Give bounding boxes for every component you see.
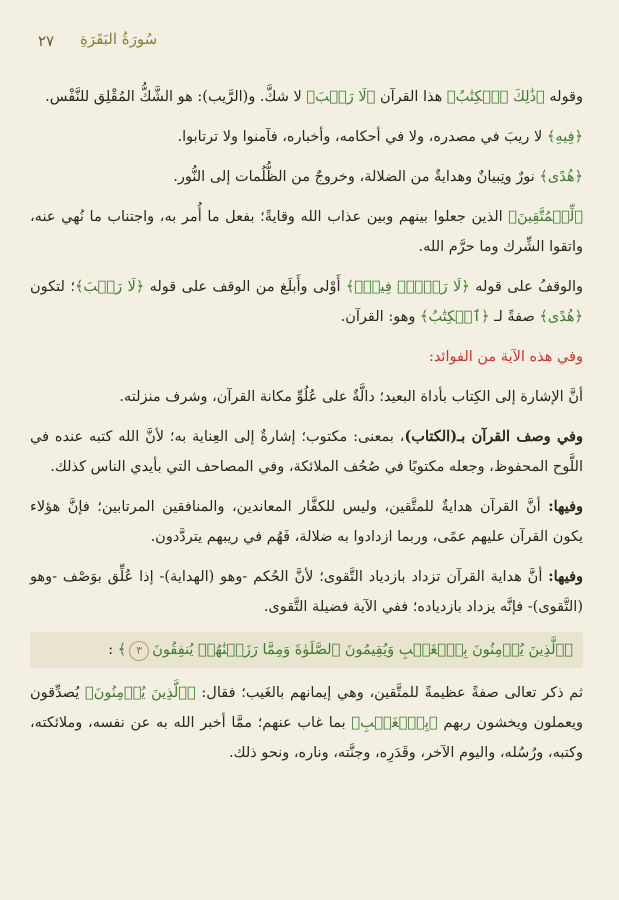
quran-quote: ﴿لَا رَيۡبَ﴾: [74, 279, 145, 295]
paragraph-4: [30, 202, 583, 262]
quran-quote: ﴿بِٱلۡغَيۡبِ﴾: [351, 715, 438, 731]
quran-quote: ﴿هُدًى﴾: [539, 309, 583, 325]
surah-title: سُورَةُ البَقَرَةِ: [80, 30, 158, 48]
text-run: ؛ لتكون: [30, 279, 75, 295]
page-number: ٢٧: [38, 32, 55, 50]
benefit-lead: وفيها:: [548, 498, 583, 515]
benefits-heading: وفي هذه الآية من الفوائد:: [428, 349, 583, 365]
benefit-4: [30, 562, 583, 622]
quran-quote: ﴿ٱلۡكِتَٰبُ﴾: [419, 309, 490, 325]
text-run: يُصدِّقون ويعملون ويخشون ربهم: [30, 685, 584, 731]
quran-quote: ﴿لَا رَيۡبَ﴾: [306, 89, 376, 105]
text-run: بما غاب عنهم؛ ممَّا أخبر الله به عن نفسه، وملائكته، وكتبه، ورُسُله، واليوم الآخر، وقَدَرِه، وجنَّته، وناره، ونحو ذلك.: [30, 715, 583, 761]
text-run: وقوله: [544, 89, 583, 105]
page-content: [30, 82, 583, 778]
ayah-number-marker: ٣: [129, 641, 149, 661]
text-run: هذا القرآن: [375, 89, 447, 105]
benefit-lead: وفي وصف القرآن بـ(الكتاب): [404, 428, 583, 445]
benefit-1: أنَّ الإشارة إلى الكِتاب بأداة البعيد؛ دالَّةٌ على عُلُوِّ مكانة القرآن، وشرف منزلته.: [119, 389, 583, 405]
verse-tail: :: [108, 642, 118, 658]
quran-quote: ﴿لَا رَيۡبَۛ فِيهِۛ﴾: [345, 279, 470, 295]
verse-block: [30, 632, 583, 668]
benefit-2: [30, 422, 583, 482]
text-run: صفةً لـ: [489, 309, 540, 325]
quran-quote: ﴿فِيهِ﴾: [546, 129, 583, 145]
verse-close-bracket: ﴾: [117, 642, 127, 658]
verse-text: ﴿ٱلَّذِينَ يُؤۡمِنُونَ بِٱلۡغَيۡبِ وَيُقِيمُونَ ٱلصَّلَوٰةَ وَمِمَّا رَزَقۡنَٰهُمۡ يُنفِقُونَ: [152, 642, 573, 658]
text-run: وهو: القرآن.: [340, 309, 420, 325]
text-run: لا شكَّ. و(الرَّيب): هو الشَّكُّ المُقْلِق للنَّفْس.: [45, 89, 307, 105]
paragraph-5: [30, 272, 583, 332]
paragraph-last: [30, 678, 583, 768]
text-run: ، بمعنى: مكتوب؛ إشارةٌ إلى العِناية به؛ لأنَّ الله كتبه عنده في اللَّوح المحفوظ، وجعله مكتوبًا في صُحُف الملائكة، وفي المصاحف التي بأيدي الناس كذلك.: [30, 429, 583, 475]
text-run: أنَّ هداية القرآن تزداد بازدياد التَّقوى؛ لأنَّ الحُكم -وهو (الهداية)- إذا عُلِّق بوَصْف -وهو (التَّقوى)- فإنَّه يزداد بازدياده؛ ففي الآية فضيلة التَّقوى.: [30, 569, 583, 615]
page-header: [30, 30, 589, 54]
benefit-3: [30, 492, 583, 552]
paragraph-2: [30, 122, 583, 152]
paragraph-1: [30, 82, 583, 112]
quran-quote: ﴿لِّلۡمُتَّقِينَ﴾: [508, 209, 583, 225]
quran-quote: ﴿هُدًى﴾: [539, 169, 583, 185]
text-run: ثم ذكر تعالى صفةً عظيمةً للمتَّقين، وهي إيمانهم بالغَيب؛ فقال:: [195, 685, 583, 701]
quran-quote: ﴿ذَٰلِكَ ٱلۡكِتَٰبُ﴾: [446, 89, 545, 105]
text-run: نورٌ وتِبيانٌ وهدايةٌ من الضلالة، وخروجٌ من الظُّلُمات إلى النُّور.: [173, 169, 540, 185]
benefit-lead: وفيها:: [548, 568, 583, 585]
text-run: أَوْلى وأَبلَغ من الوقف على قوله: [144, 279, 346, 295]
text-run: والوقفُ على قوله: [469, 279, 583, 295]
quran-quote: ﴿ٱلَّذِينَ يُؤۡمِنُونَ﴾: [85, 685, 196, 701]
text-run: لا ريبَ في مصدره، ولا في أحكامه، وأخباره، فآمنوا ولا ترتابوا.: [177, 129, 547, 145]
paragraph-3: [30, 162, 583, 192]
text-run: أنَّ القرآن هدايةٌ للمتَّقين، وليس للكفَّار المعاندين، والمنافقين المرتابين؛ فإنَّ هؤلاء يكون القرآن عليهم عمًى، وربما ازدادوا به ضلالة، فَهُم في ريبهم يتردَّدون.: [30, 499, 583, 545]
text-run: الذين جعلوا بينهم وبين عذاب الله وقايةً؛ بفعل ما أُمر به، واجتناب ما نُهي عنه، واتقوا الشِّرك وما حرَّم الله.: [30, 209, 583, 255]
